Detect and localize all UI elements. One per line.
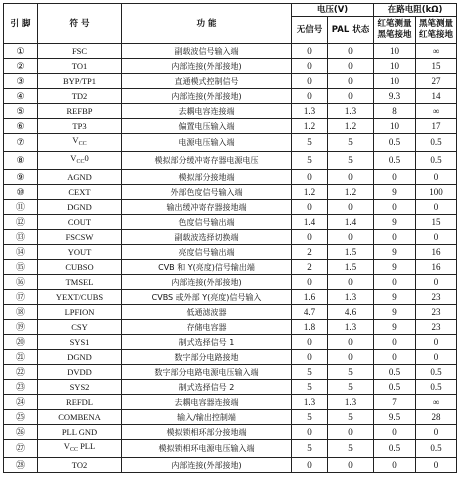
voltage-pal-cell: 0 bbox=[328, 59, 374, 74]
table-row bbox=[4, 215, 457, 230]
resistance-black-cell: 17 bbox=[416, 119, 457, 134]
table-row bbox=[4, 152, 457, 170]
resistance-red-cell: 10 bbox=[374, 59, 416, 74]
function-cell: 偏置电压输入端 bbox=[122, 119, 292, 134]
pin-number-cell: ㉑ bbox=[4, 350, 38, 365]
table-row bbox=[4, 200, 457, 215]
voltage-no-signal-cell: 0 bbox=[292, 74, 328, 89]
resistance-black-cell: 0 bbox=[416, 230, 457, 245]
function-cell: CVBS 或外部 Y(亮度)信号输入 bbox=[122, 290, 292, 305]
function-cell: 输出缓冲寄存器接地端 bbox=[122, 200, 292, 215]
voltage-no-signal-cell: 0 bbox=[292, 275, 328, 290]
pin-number-cell: ② bbox=[4, 59, 38, 74]
table-row bbox=[4, 74, 457, 89]
symbol-cell: CSY bbox=[38, 320, 122, 335]
voltage-no-signal-cell: 0 bbox=[292, 350, 328, 365]
resistance-red-cell: 0.5 bbox=[374, 365, 416, 380]
voltage-pal-cell: 5 bbox=[328, 152, 374, 170]
symbol-cell: BYP/TP1 bbox=[38, 74, 122, 89]
symbol-cell: CEXT bbox=[38, 185, 122, 200]
pin-number-cell: ⑯ bbox=[4, 275, 38, 290]
function-cell: 外部色度信号输入端 bbox=[122, 185, 292, 200]
function-cell: 副载波信号输入端 bbox=[122, 44, 292, 59]
voltage-pal-cell: 0 bbox=[328, 74, 374, 89]
table-row bbox=[4, 119, 457, 134]
function-cell: CVB 和 Y(亮度)信号输出端 bbox=[122, 260, 292, 275]
symbol-cell: TO1 bbox=[38, 59, 122, 74]
table-row bbox=[4, 350, 457, 365]
symbol-cell: YEXT/CUBS bbox=[38, 290, 122, 305]
function-cell: 存储电容器 bbox=[122, 320, 292, 335]
symbol-cell: FSC bbox=[38, 44, 122, 59]
pin-number-cell: ⑪ bbox=[4, 200, 38, 215]
voltage-no-signal-cell: 5 bbox=[292, 365, 328, 380]
pin-number-cell: ⑲ bbox=[4, 320, 38, 335]
voltage-no-signal-cell: 1.3 bbox=[292, 104, 328, 119]
resistance-red-cell: 8 bbox=[374, 104, 416, 119]
resistance-black-cell: 28 bbox=[416, 410, 457, 425]
function-cell: 模拟部分接地端 bbox=[122, 170, 292, 185]
table-row bbox=[4, 365, 457, 380]
pin-number-cell: ⑮ bbox=[4, 260, 38, 275]
resistance-red-cell: 9 bbox=[374, 215, 416, 230]
table-row bbox=[4, 395, 457, 410]
resistance-black-cell: 0.5 bbox=[416, 380, 457, 395]
voltage-no-signal-cell: 5 bbox=[292, 380, 328, 395]
symbol-cell: COMBENA bbox=[38, 410, 122, 425]
table-body bbox=[4, 44, 457, 473]
resistance-red-cell: 0 bbox=[374, 335, 416, 350]
resistance-black-cell: ∞ bbox=[416, 395, 457, 410]
voltage-pal-cell: 5 bbox=[328, 410, 374, 425]
voltage-pal-cell: 1.5 bbox=[328, 260, 374, 275]
voltage-no-signal-cell: 5 bbox=[292, 410, 328, 425]
symbol-cell: LPFION bbox=[38, 305, 122, 320]
table-row bbox=[4, 458, 457, 473]
symbol-cell: TMSEL bbox=[38, 275, 122, 290]
voltage-pal-cell: 0 bbox=[328, 89, 374, 104]
voltage-pal-cell: 1.3 bbox=[328, 104, 374, 119]
voltage-pal-cell: 0 bbox=[328, 275, 374, 290]
voltage-pal-cell: 1.3 bbox=[328, 290, 374, 305]
pin-table-container bbox=[3, 3, 457, 473]
voltage-no-signal-cell: 1.2 bbox=[292, 185, 328, 200]
resistance-red-cell: 9.3 bbox=[374, 89, 416, 104]
function-cell: 去耦电容器连接端 bbox=[122, 395, 292, 410]
symbol-cell: DGND bbox=[38, 200, 122, 215]
pin-number-cell: ⑧ bbox=[4, 152, 38, 170]
pin-number-cell: ㉖ bbox=[4, 425, 38, 440]
table-row bbox=[4, 335, 457, 350]
table-row bbox=[4, 59, 457, 74]
table-row bbox=[4, 440, 457, 458]
pin-number-cell: ⑫ bbox=[4, 215, 38, 230]
resistance-black-cell: 23 bbox=[416, 320, 457, 335]
resistance-red-cell: 10 bbox=[374, 44, 416, 59]
voltage-pal-cell: 1.3 bbox=[328, 320, 374, 335]
pin-number-cell: ⑰ bbox=[4, 290, 38, 305]
resistance-red-cell: 0 bbox=[374, 200, 416, 215]
symbol-cell: AGND bbox=[38, 170, 122, 185]
pin-number-cell: ⑭ bbox=[4, 245, 38, 260]
header-no-signal: 无信号 bbox=[292, 17, 328, 44]
voltage-no-signal-cell: 0 bbox=[292, 335, 328, 350]
pin-number-cell: ㉘ bbox=[4, 458, 38, 473]
voltage-pal-cell: 0 bbox=[328, 425, 374, 440]
voltage-pal-cell: 4.6 bbox=[328, 305, 374, 320]
header-symbol: 符 号 bbox=[38, 4, 122, 44]
pin-number-cell: ⑥ bbox=[4, 119, 38, 134]
resistance-red-cell: 0.5 bbox=[374, 380, 416, 395]
function-cell: 模拟部分缓冲寄存器电源电压 bbox=[122, 152, 292, 170]
function-cell: 色度信号输出端 bbox=[122, 215, 292, 230]
resistance-black-cell: ∞ bbox=[416, 44, 457, 59]
resistance-black-cell: 0 bbox=[416, 200, 457, 215]
header-pal-state: PAL 状态 bbox=[328, 17, 374, 44]
resistance-black-cell: 0 bbox=[416, 275, 457, 290]
symbol-cell: REFDL bbox=[38, 395, 122, 410]
voltage-no-signal-cell: 5 bbox=[292, 152, 328, 170]
voltage-no-signal-cell: 4.7 bbox=[292, 305, 328, 320]
resistance-red-cell: 0.5 bbox=[374, 134, 416, 152]
pin-number-cell: ③ bbox=[4, 74, 38, 89]
resistance-red-cell: 0 bbox=[374, 275, 416, 290]
resistance-black-cell: 27 bbox=[416, 74, 457, 89]
voltage-pal-cell: 0 bbox=[328, 350, 374, 365]
function-cell: 模拟锁相环电源电压输入端 bbox=[122, 440, 292, 458]
voltage-pal-cell: 0 bbox=[328, 170, 374, 185]
symbol-cell: SYS2 bbox=[38, 380, 122, 395]
table-row bbox=[4, 245, 457, 260]
resistance-red-cell: 9.5 bbox=[374, 410, 416, 425]
voltage-no-signal-cell: 1.2 bbox=[292, 119, 328, 134]
voltage-pal-cell: 5 bbox=[328, 134, 374, 152]
resistance-red-cell: 10 bbox=[374, 74, 416, 89]
function-cell: 数字部分电路电源电压输入端 bbox=[122, 365, 292, 380]
voltage-pal-cell: 0 bbox=[328, 200, 374, 215]
voltage-no-signal-cell: 5 bbox=[292, 440, 328, 458]
voltage-no-signal-cell: 0 bbox=[292, 230, 328, 245]
symbol-cell: TO2 bbox=[38, 458, 122, 473]
resistance-black-cell: 0 bbox=[416, 425, 457, 440]
symbol-cell: PLL GND bbox=[38, 425, 122, 440]
voltage-no-signal-cell: 2 bbox=[292, 245, 328, 260]
resistance-black-cell: 0 bbox=[416, 350, 457, 365]
voltage-pal-cell: 1.2 bbox=[328, 119, 374, 134]
resistance-black-cell: 0.5 bbox=[416, 152, 457, 170]
table-row bbox=[4, 185, 457, 200]
pin-number-cell: ㉕ bbox=[4, 410, 38, 425]
resistance-black-cell: ∞ bbox=[416, 104, 457, 119]
symbol-cell: REFBP bbox=[38, 104, 122, 119]
symbol-cell: DGND bbox=[38, 350, 122, 365]
voltage-pal-cell: 0 bbox=[328, 335, 374, 350]
function-cell: 模拟锁相环部分接地端 bbox=[122, 425, 292, 440]
pin-number-cell: ⑱ bbox=[4, 305, 38, 320]
function-cell: 去耦电容连接端 bbox=[122, 104, 292, 119]
symbol-cell: FSCSW bbox=[38, 230, 122, 245]
symbol-cell: $V_{CC}$ bbox=[38, 134, 122, 152]
voltage-pal-cell: 1.3 bbox=[328, 395, 374, 410]
table-row bbox=[4, 260, 457, 275]
voltage-no-signal-cell: 5 bbox=[292, 134, 328, 152]
function-cell: 内部连接(外部接地) bbox=[122, 89, 292, 104]
resistance-black-cell: 0.5 bbox=[416, 365, 457, 380]
pin-number-cell: ㉔ bbox=[4, 395, 38, 410]
symbol-cell: TD2 bbox=[38, 89, 122, 104]
pin-number-cell: ① bbox=[4, 44, 38, 59]
resistance-black-cell: 0.5 bbox=[416, 440, 457, 458]
symbol-cell: SYS1 bbox=[38, 335, 122, 350]
resistance-black-cell: 15 bbox=[416, 215, 457, 230]
resistance-red-cell: 0 bbox=[374, 170, 416, 185]
voltage-pal-cell: 0 bbox=[328, 230, 374, 245]
pin-number-cell: ㉓ bbox=[4, 380, 38, 395]
table-row bbox=[4, 170, 457, 185]
resistance-red-cell: 0 bbox=[374, 458, 416, 473]
resistance-black-cell: 0 bbox=[416, 458, 457, 473]
pin-number-cell: ㉗ bbox=[4, 440, 38, 458]
symbol-cell: TP3 bbox=[38, 119, 122, 134]
resistance-red-cell: 9 bbox=[374, 305, 416, 320]
table-row bbox=[4, 290, 457, 305]
table-row bbox=[4, 89, 457, 104]
pin-number-cell: ⑤ bbox=[4, 104, 38, 119]
pin-number-cell: ㉒ bbox=[4, 365, 38, 380]
resistance-black-cell: 0.5 bbox=[416, 134, 457, 152]
table-row bbox=[4, 425, 457, 440]
function-cell: 制式选择信号 2 bbox=[122, 380, 292, 395]
table-row bbox=[4, 320, 457, 335]
pin-number-cell: ⑩ bbox=[4, 185, 38, 200]
voltage-pal-cell: 5 bbox=[328, 380, 374, 395]
pin-number-cell: ⑨ bbox=[4, 170, 38, 185]
table-row bbox=[4, 230, 457, 245]
function-cell: 输入/输出控制端 bbox=[122, 410, 292, 425]
pin-number-cell: ⑦ bbox=[4, 134, 38, 152]
symbol-cell: CUBSO bbox=[38, 260, 122, 275]
voltage-no-signal-cell: 2 bbox=[292, 260, 328, 275]
voltage-no-signal-cell: 1.4 bbox=[292, 215, 328, 230]
function-cell: 副载波选择切换端 bbox=[122, 230, 292, 245]
header-function: 功 能 bbox=[122, 4, 292, 44]
header-resistance-group: 在路电阻(kΩ) bbox=[374, 4, 457, 17]
voltage-pal-cell: 0 bbox=[328, 44, 374, 59]
voltage-pal-cell: 1.5 bbox=[328, 245, 374, 260]
resistance-black-cell: 23 bbox=[416, 305, 457, 320]
resistance-black-cell: 0 bbox=[416, 170, 457, 185]
resistance-black-cell: 14 bbox=[416, 89, 457, 104]
resistance-red-cell: 9 bbox=[374, 185, 416, 200]
voltage-no-signal-cell: 0 bbox=[292, 425, 328, 440]
header-black-probe: 黑笔测量红笔接地 bbox=[416, 17, 457, 44]
voltage-pal-cell: 1.4 bbox=[328, 215, 374, 230]
table-row bbox=[4, 134, 457, 152]
pin-function-table bbox=[3, 3, 457, 473]
header-row-1 bbox=[4, 4, 457, 17]
resistance-red-cell: 9 bbox=[374, 320, 416, 335]
symbol-cell: $V_{CC}0$ bbox=[38, 152, 122, 170]
function-cell: 亮度信号输出端 bbox=[122, 245, 292, 260]
voltage-no-signal-cell: 0 bbox=[292, 89, 328, 104]
resistance-black-cell: 16 bbox=[416, 260, 457, 275]
voltage-pal-cell: 5 bbox=[328, 440, 374, 458]
function-cell: 内部连接(外部接地) bbox=[122, 458, 292, 473]
resistance-red-cell: 9 bbox=[374, 260, 416, 275]
function-cell: 数字部分电路接地 bbox=[122, 350, 292, 365]
function-cell: 电源电压输入端 bbox=[122, 134, 292, 152]
voltage-no-signal-cell: 0 bbox=[292, 170, 328, 185]
voltage-no-signal-cell: 1.6 bbox=[292, 290, 328, 305]
resistance-red-cell: 9 bbox=[374, 290, 416, 305]
symbol-cell: $V_{CC}$ PLL bbox=[38, 440, 122, 458]
header-pin: 引 脚 bbox=[4, 4, 38, 44]
voltage-no-signal-cell: 0 bbox=[292, 59, 328, 74]
table-row bbox=[4, 275, 457, 290]
voltage-no-signal-cell: 0 bbox=[292, 44, 328, 59]
function-cell: 内部连接(外部接地) bbox=[122, 59, 292, 74]
table-row bbox=[4, 410, 457, 425]
function-cell: 内部连接(外部接地) bbox=[122, 275, 292, 290]
pin-number-cell: ⑳ bbox=[4, 335, 38, 350]
header-voltage-group: 电压(V) bbox=[292, 4, 374, 17]
voltage-pal-cell: 5 bbox=[328, 365, 374, 380]
resistance-red-cell: 0.5 bbox=[374, 152, 416, 170]
voltage-no-signal-cell: 0 bbox=[292, 458, 328, 473]
voltage-no-signal-cell: 1.3 bbox=[292, 395, 328, 410]
voltage-pal-cell: 0 bbox=[328, 458, 374, 473]
function-cell: 直通模式控制信号 bbox=[122, 74, 292, 89]
resistance-red-cell: 0.5 bbox=[374, 440, 416, 458]
resistance-red-cell: 9 bbox=[374, 245, 416, 260]
symbol-cell: DVDD bbox=[38, 365, 122, 380]
resistance-black-cell: 0 bbox=[416, 335, 457, 350]
pin-number-cell: ⑬ bbox=[4, 230, 38, 245]
function-cell: 制式选择信号 1 bbox=[122, 335, 292, 350]
resistance-red-cell: 0 bbox=[374, 230, 416, 245]
table-row bbox=[4, 380, 457, 395]
symbol-cell: COUT bbox=[38, 215, 122, 230]
resistance-red-cell: 7 bbox=[374, 395, 416, 410]
header-red-probe: 红笔测量黑笔接地 bbox=[374, 17, 416, 44]
function-cell: 低通滤波器 bbox=[122, 305, 292, 320]
resistance-black-cell: 15 bbox=[416, 59, 457, 74]
symbol-cell: YOUT bbox=[38, 245, 122, 260]
resistance-red-cell: 0 bbox=[374, 350, 416, 365]
voltage-pal-cell: 1.2 bbox=[328, 185, 374, 200]
table-row bbox=[4, 305, 457, 320]
resistance-black-cell: 23 bbox=[416, 290, 457, 305]
resistance-red-cell: 0 bbox=[374, 425, 416, 440]
resistance-black-cell: 16 bbox=[416, 245, 457, 260]
voltage-no-signal-cell: 0 bbox=[292, 200, 328, 215]
table-row bbox=[4, 44, 457, 59]
resistance-red-cell: 10 bbox=[374, 119, 416, 134]
voltage-no-signal-cell: 1.8 bbox=[292, 320, 328, 335]
pin-number-cell: ④ bbox=[4, 89, 38, 104]
table-row bbox=[4, 104, 457, 119]
resistance-black-cell: 100 bbox=[416, 185, 457, 200]
